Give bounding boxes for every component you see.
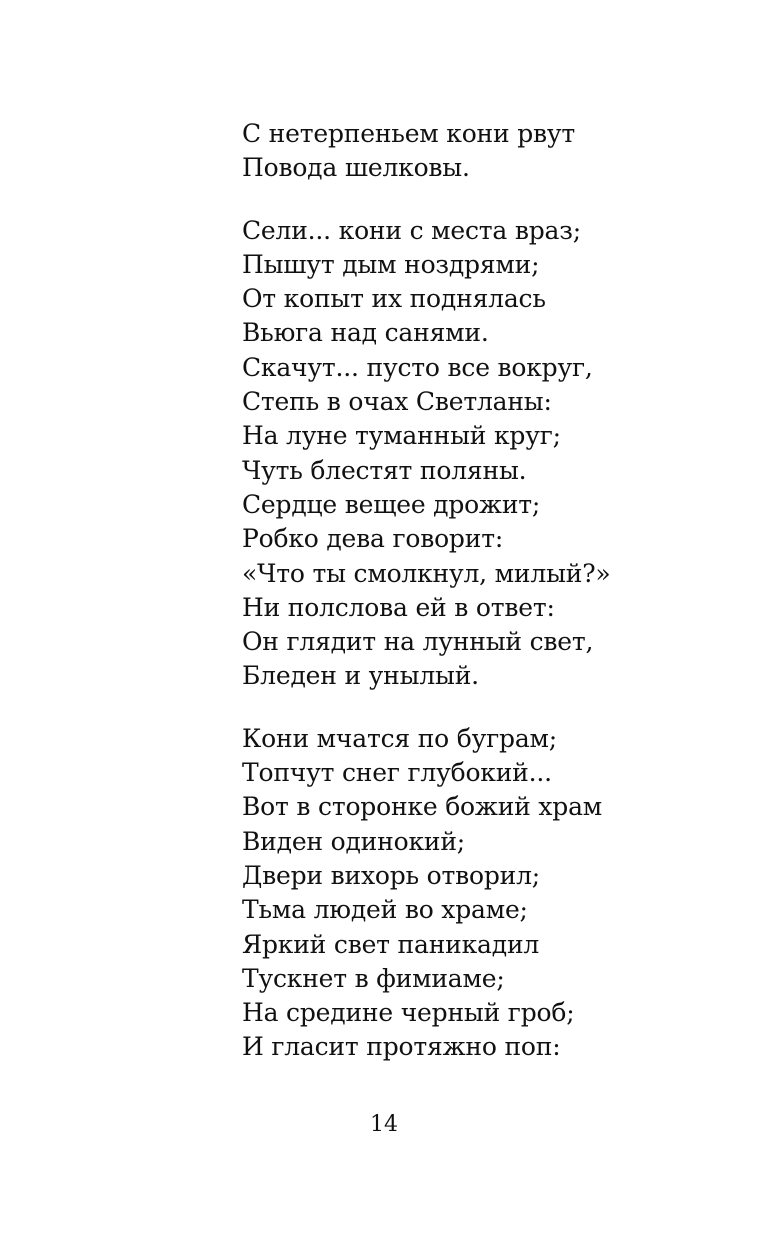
poem-line: Сели... кони с места враз; [242,215,581,245]
poem-line: Ни полслова ей в ответ: [242,592,555,622]
poem-line: На средине черный гроб; [242,998,575,1028]
poem-line: Робко дева говорит: [242,524,504,554]
poem-line: От копыт их поднялась [242,284,546,314]
poem-line: Кони мчатся по буграм; [242,723,557,753]
poem-line: Он глядит на лунный свет, [242,627,594,657]
poem-text [242,117,722,1065]
poem-line: Степь в очах Светланы: [242,387,552,417]
poem-line: Вот в сторонке божий храм [242,792,603,822]
stanza-2 [242,214,722,694]
poem-line: Пышут дым ноздрями; [242,249,540,279]
poem-line: Вьюга над санями. [242,318,489,348]
poem-line: «Что ты смолкнул, милый?» [242,558,611,588]
poem-line: Скачут... пусто все вокруг, [242,352,593,382]
poem-line: Виден одинокий; [242,826,466,856]
stanza-1 [242,117,722,186]
poem-line: На луне туманный круг; [242,421,561,451]
poem-line: Повода шелковы. [242,153,470,183]
stanza-3 [242,722,722,1065]
poem-line: Сердце вещее дрожит; [242,489,541,519]
poem-line: Двери вихорь отворил; [242,860,541,890]
poem-line: И гласит протяжно поп: [242,1032,561,1062]
poem-line: С нетерпеньем кони рвут [242,119,576,148]
poem-line: Тьма людей во храме; [242,895,528,925]
poem-line: Яркий свет паникадил [242,929,540,959]
poem-line: Чуть блестят поляны. [242,455,527,485]
poem-line: Бледен и унылый. [242,661,479,691]
page-number: 14 [370,1112,398,1137]
poem-line: Тускнет в фимиаме; [242,963,505,993]
poem-line: Топчут снег глубокий... [242,758,552,788]
